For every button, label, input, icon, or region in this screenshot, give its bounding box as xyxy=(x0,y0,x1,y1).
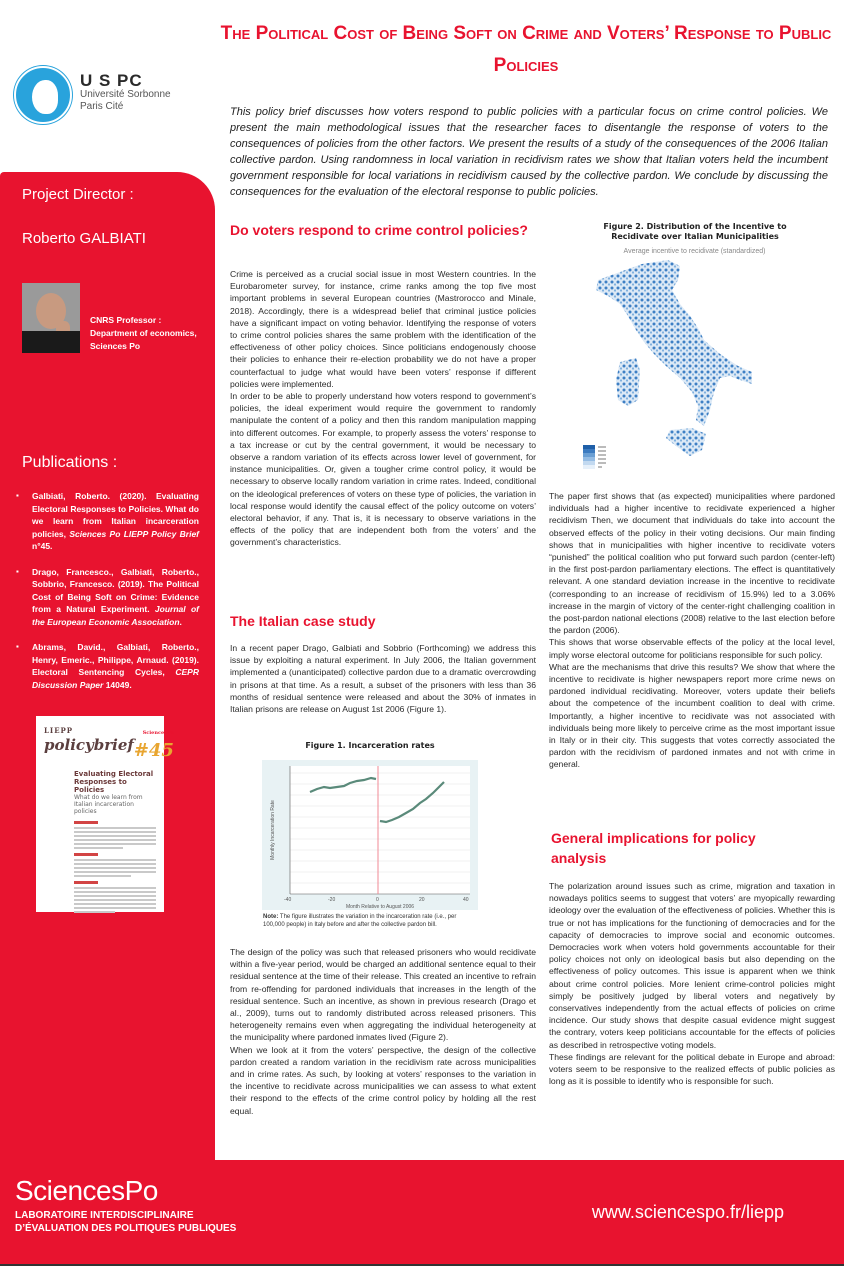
policybrief-logo: LIEPP policybrief xyxy=(44,726,134,754)
director-name: Roberto GALBIATI xyxy=(22,230,146,247)
section-body-voters-respond: Crime is perceived as a crucial social issue in most Western countries. In the Eurobarometer survey, for instance, crime ranks among the top five most important problems in several European countries (Mastrorocco and Minale, 2018). Accordingly, there is a widespread belief that criminal justice policies have a significant impact on voting behavior. Identifying the response of voters to crime control policies shares the same problem with the identification of the effectiveness of other policy choices. Since politicians endogenously choose their policies to enhance their re-election probability we do not have a proper counterfactual to judge what would have been voters’ response if different policies were implemented. In order to be able to properly understand how voters respond to government’s policies, the ideal experiment would require the government to randomly manipulate the content of a policy and then this random manipulation mapping into different outcomes. For example, to properly assess the voters’ response to a tax increase or cut by the central government, it would be necessary to observe a random variation of its effects across lower level of government, for instance municipalities. Or, given a tougher crime control policy, it would be necessary to observe locally random variation in crime rates. Indeed, conditional on the ideological preferences of voters on these type of policies, the variation in local response would identify the causal effect of the policy outcome on voters’ electoral behavior, if any. That is, it is necessary to observe variations in the effects of the policy that are independent both from the voters’ and the government’s characteristics. xyxy=(230,269,536,548)
publication-item: ▪ Drago, Francesco., Galbiati, Roberto., Sobbrio, Francesco. (2019). The Political Cost of Being Soft on Crime: Evidence from a Natural Experiment. Journal of the European Economic Association. xyxy=(14,566,199,629)
figure1-note: Note: The figure illustrates the variation in the incarceration rate (i.e., per 100,000 people) in Italy before and after the collective pardon bill. xyxy=(263,914,457,928)
section-title-general-implications: General implications for policy analysis xyxy=(551,830,756,866)
director-role: CNRS Professor : Department of economics, Sciences Po xyxy=(90,315,197,351)
svg-text:20: 20 xyxy=(419,897,425,903)
brief-number: SciencesPo #45 xyxy=(133,730,174,761)
website-link[interactable]: www.sciencespo.fr/liepp xyxy=(591,1202,784,1222)
section-body-general-implications: The polarization around issues such as crime, migration and taxation in nowadays politics seems to suggest that voters’ are myopically rewarding ideology over the evaluation of the effectiveness of policies. Whether this is true or not has implications for the functioning of democracies and for the capacity of democracies to improve social and economic outcomes. Democracies work when voters hold governments accountable for their policy choices not only on ideological basis but also depending on the effectiveness of policy outcomes. This issue is apparent when we think about crime control policies. More lenient crime-control policies might simply be positively judged by liberal voters and negatively by conservatives independently from the actual effects of policies on crime incidence. Our study shows that despite casual evidence might suggest the contrary, voters keep politicians accountable for the effects of policies as described in retrospective voting models. These findings are relevant for the political debate in Europe and abroad: voters seem to be responsive to the realized effects of public policies as long as it is possible to identify who is responsible for such. xyxy=(549,881,835,1087)
publications-list xyxy=(14,490,199,704)
section-title-italian-case: The Italian case study xyxy=(230,613,376,629)
incarceration-line-chart xyxy=(262,760,478,910)
figure2-caption: Figure 2. Distribution of the Incentive to Recidivate over Italian Municipalities xyxy=(603,222,787,241)
brief-body-text xyxy=(74,821,156,913)
section-title-voters-respond: Do voters respond to crime control policies? xyxy=(230,222,528,238)
sciencespo-logo: SciencesPo LABORATOIRE INTERDISCIPLINAIRE D’ÉVALUATION DES POLITIQUES PUBLIQUES xyxy=(15,1175,237,1234)
svg-text:-40: -40 xyxy=(284,897,292,903)
section-body-italian-case: In a recent paper Drago, Galbiati and Sobbrio (Forthcoming) we address this issue by exploiting a natural experiment. In July 2006, the Italian government implemented a (unanticipated) collective pardon due to a dramatic overcrowding in prisons at that time. As a result, a subset of the prisoners with less than 36 months of residual sentence were released and about the 30% of inmates in Italian prisons are release on August 1st 2006 (Figure 1). xyxy=(230,643,536,715)
section-body-findings: The paper first shows that (as expected) municipalities where pardoned individuals had a higher incentive to recidivate experienced a higher recidivism Then, we document that individuals do take into account the observed effects of the policy in their voting decisions. Our main finding shows that in municipalities with higher incentive to recidivate voters “punished” the political coalition who put forward such pardon (center-left) in the first post-pardon parliamentary elections. The effect is quantitatively relevant. A one standard deviation increase in the incentive to recidivate (corresponding to an increase of recidivism of 15.9%) led to a 3.06% increase in the margin of victory of the center-right challenging coalition in the post-pardon national elections (2008) relative to the last election before the pardon (2006). This shows that worse observable effects of the policy at the local level, imply worse electoral outcome for politicians responsible for such policy. What are the mechanisms that drive this results? We show that where the incentive to recidivate is higher newspapers report more crime news on pardoned individual recidivating. Moreover, voters update their beliefs about the competence of the incumbent coalition to deal with crime. Importantly, a higher incentive to recidivate was not associated with individuals being more likely to perceive crime as the most important issue in Italy or in their city. This suggests that votes correctly associated the pardon with the recidivism of pardoned inmates and not with crime in general. xyxy=(549,491,835,770)
svg-text:0: 0 xyxy=(376,897,379,903)
svg-text:Monthly Incarceration Rate: Monthly Incarceration Rate xyxy=(270,800,276,860)
publication-item: ▪ Galbiati, Roberto. (2020). Evaluating Electoral Responses to Policies. What do we learn from Italian incarceration policies, Sciences Po LIEPP Policy Brief n°45. xyxy=(14,490,199,553)
svg-text:Month Relative to August 2006: Month Relative to August 2006 xyxy=(345,904,415,910)
policy-brief-cover: LIEPP policybrief SciencesPo #45 Evaluating Electoral Responses to Policies What do we learn from Italian incarceration policies xyxy=(36,716,164,912)
svg-text:-20: -20 xyxy=(328,897,336,903)
svg-text:40: 40 xyxy=(463,897,469,903)
figure2-subtitle: Average incentive to recidivate (standardized) xyxy=(623,248,766,255)
section-body-italian-case-cont: The design of the policy was such that released prisoners who would recidivate within a five-year period, would be charged an additional sentence equal to their residual sentence at the time of their release. This created an incentive to refrain from re-offending for pardoned individuals that increases in the length of the residual sentence. Such an incentive, as shown in previous research (Drago et al., 2009), turns out to randomly distributed across released prisoners. This heterogeneity remains even when aggregating the individual heterogeneity at the municipality where pardoned inmates lived (Figure 2). When we look at it from the voters’ perspective, the design of the collective pardon created a random variation in the recidivism rate across municipalities and in crime rates. As such, by looking at voters’ responses to the variation in the incentive to recidivate across municipalities we can assess to what extent their respond to the effects of the crime control policy by holding all the rest equal. xyxy=(230,947,536,1116)
uspc-logo: U S PC Université Sorbonne Paris Cité xyxy=(80,71,171,112)
footer xyxy=(0,1160,844,1264)
page-title: The Political Cost of Being Soft on Crime and Voters’ Response to Public Policies xyxy=(220,23,832,76)
italy-map-icon xyxy=(580,250,760,490)
sidebar xyxy=(0,172,215,1266)
director-photo xyxy=(22,283,80,353)
italy-municipalities-map xyxy=(580,250,760,490)
publication-item: ▪ Abrams, David., Galbiati, Roberto., Henry, Emeric., Philippe, Arnaud. (2019). Electoral Sentencing Cycles, CEPR Discussion Paper 14049. xyxy=(14,641,199,691)
figure1-chart xyxy=(262,760,478,910)
investissements-avenir-seal-icon xyxy=(14,66,72,124)
director-heading: Project Director : xyxy=(22,186,134,203)
abstract: This policy brief discusses how voters respond to public policies with a particular focus on crime control policies. We present the main methodological issues that the researcher faces to disentangle the response of voters to the consequences of policies from the other factors. We present the results of a study of the consequences of the 2006 Italian collective pardon. Using randomness in local variation in recidivism rates we show that Italian voters held the incumbent government responsible for local variations in recidivism caused by the collective pardon. We conclude by discussing the consequences for the evaluation of the electoral response to public policies. xyxy=(230,106,828,198)
figure1-caption: Figure 1. Incarceration rates xyxy=(305,741,435,750)
publications-heading: Publications : xyxy=(22,454,118,471)
partner-logos xyxy=(14,66,214,126)
